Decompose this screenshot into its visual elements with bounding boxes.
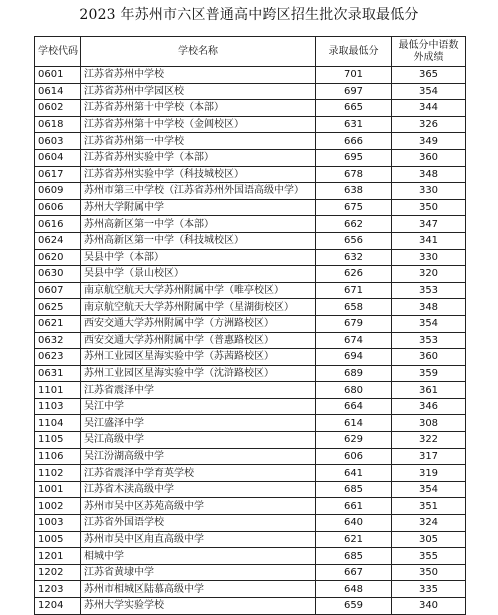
table-row: [35, 67, 466, 84]
school-code-cell: 0614: [35, 83, 81, 100]
school-name-cell: 吴江汾湖高级中学: [81, 448, 316, 465]
table-row: [35, 332, 466, 349]
min-score-cell: 664: [316, 398, 392, 415]
school-name-cell: 苏州市第三中学校（江苏省苏州外国语高级中学）: [81, 183, 316, 200]
school-code-cell: 0617: [35, 166, 81, 183]
school-name-cell: 江苏省苏州第十中学校（本部）: [81, 100, 316, 117]
school-code-cell: 0606: [35, 199, 81, 216]
min-score-cell: 665: [316, 100, 392, 117]
table-row: [35, 199, 466, 216]
school-name-cell: 吴县中学（景山校区）: [81, 266, 316, 283]
school-name-cell: 江苏省苏州中学园区校: [81, 83, 316, 100]
school-name-cell: 苏州工业园区星海实验中学（苏茜路校区）: [81, 349, 316, 366]
min-score-cell: 641: [316, 465, 392, 482]
table-row: [35, 415, 466, 432]
min-score-cell: 679: [316, 315, 392, 332]
other-score-cell: 350: [392, 199, 466, 216]
min-score-cell: 626: [316, 266, 392, 283]
school-name-cell: 吴江中学: [81, 398, 316, 415]
other-score-cell: 305: [392, 531, 466, 548]
school-code-cell: 1102: [35, 465, 81, 482]
school-name-cell: 吴县中学（本部）: [81, 249, 316, 266]
min-score-cell: 606: [316, 448, 392, 465]
table-row: [35, 448, 466, 465]
min-score-cell: 674: [316, 332, 392, 349]
school-name-cell: 西安交通大学苏州附属中学（方洲路校区）: [81, 315, 316, 332]
school-name-cell: 苏州大学附属中学: [81, 199, 316, 216]
other-score-cell: 349: [392, 133, 466, 150]
min-score-cell: 694: [316, 349, 392, 366]
min-score-cell: 671: [316, 282, 392, 299]
min-score-cell: 701: [316, 67, 392, 84]
school-code-cell: 0630: [35, 266, 81, 283]
school-code-cell: 0631: [35, 365, 81, 382]
school-code-cell: 1202: [35, 564, 81, 581]
min-score-cell: 659: [316, 598, 392, 615]
school-code-cell: 0632: [35, 332, 81, 349]
other-score-cell: 317: [392, 448, 466, 465]
table-row: [35, 282, 466, 299]
school-code-cell: 0620: [35, 249, 81, 266]
other-score-cell: 346: [392, 398, 466, 415]
header-other-min: 最低分中语数外成绩: [392, 37, 466, 67]
school-name-cell: 江苏省苏州第十中学校（金阊校区）: [81, 116, 316, 133]
table-row: [35, 299, 466, 316]
school-name-cell: 江苏省外国语学校: [81, 515, 316, 532]
other-score-cell: 324: [392, 515, 466, 532]
table-row: [35, 432, 466, 449]
header-min-score: 录取最低分: [316, 37, 392, 67]
school-name-cell: 吴江盛泽中学: [81, 415, 316, 432]
other-score-cell: 319: [392, 465, 466, 482]
school-name-cell: 苏州市吴中区甪直高级中学: [81, 531, 316, 548]
min-score-cell: 638: [316, 183, 392, 200]
school-name-cell: 江苏省木渎高级中学: [81, 481, 316, 498]
table-row: [35, 598, 466, 615]
school-code-cell: 0602: [35, 100, 81, 117]
min-score-cell: 662: [316, 216, 392, 233]
header-school-code: 学校代码: [35, 37, 81, 67]
table-row: [35, 365, 466, 382]
table-row: [35, 515, 466, 532]
school-name-cell: 江苏省苏州中学校: [81, 67, 316, 84]
school-name-cell: 苏州高新区第一中学（科技城校区）: [81, 232, 316, 249]
school-name-cell: 苏州市吴中区苏苑高级中学: [81, 498, 316, 515]
min-score-cell: 667: [316, 564, 392, 581]
min-score-cell: 661: [316, 498, 392, 515]
other-score-cell: 354: [392, 83, 466, 100]
min-score-cell: 632: [316, 249, 392, 266]
table-header-row: [35, 37, 466, 67]
table-row: [35, 216, 466, 233]
school-name-cell: 江苏省震泽中学: [81, 382, 316, 399]
school-name-cell: 苏州高新区第一中学（本部）: [81, 216, 316, 233]
school-code-cell: 0624: [35, 232, 81, 249]
min-score-cell: 614: [316, 415, 392, 432]
other-score-cell: 359: [392, 365, 466, 382]
min-score-cell: 680: [316, 382, 392, 399]
school-name-cell: 江苏省苏州实验中学（本部）: [81, 149, 316, 166]
table-row: [35, 481, 466, 498]
table-row: [35, 548, 466, 565]
table-row: [35, 232, 466, 249]
min-score-cell: 640: [316, 515, 392, 532]
min-score-cell: 697: [316, 83, 392, 100]
table-body: [35, 67, 466, 615]
other-score-cell: 308: [392, 415, 466, 432]
other-score-cell: 340: [392, 598, 466, 615]
school-code-cell: 0616: [35, 216, 81, 233]
other-score-cell: 350: [392, 564, 466, 581]
min-score-cell: 685: [316, 548, 392, 565]
table-row: [35, 183, 466, 200]
school-code-cell: 0601: [35, 67, 81, 84]
school-code-cell: 1003: [35, 515, 81, 532]
table-row: [35, 398, 466, 415]
school-code-cell: 1002: [35, 498, 81, 515]
other-score-cell: 348: [392, 166, 466, 183]
school-code-cell: 1203: [35, 581, 81, 598]
school-name-cell: 江苏省苏州第一中学校: [81, 133, 316, 150]
school-code-cell: 0604: [35, 149, 81, 166]
score-table: [34, 36, 466, 615]
min-score-cell: 685: [316, 481, 392, 498]
school-code-cell: 1103: [35, 398, 81, 415]
other-score-cell: 347: [392, 216, 466, 233]
school-code-cell: 1001: [35, 481, 81, 498]
table-row: [35, 266, 466, 283]
other-score-cell: 351: [392, 498, 466, 515]
school-code-cell: 0609: [35, 183, 81, 200]
min-score-cell: 631: [316, 116, 392, 133]
table-row: [35, 116, 466, 133]
other-score-cell: 348: [392, 299, 466, 316]
school-name-cell: 南京航空航天大学苏州附属中学（唯亭校区）: [81, 282, 316, 299]
school-code-cell: 1106: [35, 448, 81, 465]
school-code-cell: 1005: [35, 531, 81, 548]
min-score-cell: 656: [316, 232, 392, 249]
other-score-cell: 322: [392, 432, 466, 449]
document-title: 2023 年苏州市六区普通高中跨区招生批次录取最低分: [79, 7, 419, 23]
table-row: [35, 465, 466, 482]
table-row: [35, 382, 466, 399]
other-score-cell: 360: [392, 349, 466, 366]
other-score-cell: 353: [392, 332, 466, 349]
other-score-cell: 353: [392, 282, 466, 299]
school-name-cell: 苏州大学实验学校: [81, 598, 316, 615]
school-code-cell: 0618: [35, 116, 81, 133]
min-score-cell: 675: [316, 199, 392, 216]
other-score-cell: 330: [392, 183, 466, 200]
min-score-cell: 678: [316, 166, 392, 183]
school-name-cell: 江苏省黄埭中学: [81, 564, 316, 581]
school-code-cell: 0603: [35, 133, 81, 150]
min-score-cell: 629: [316, 432, 392, 449]
school-name-cell: 西安交通大学苏州附属中学（普惠路校区）: [81, 332, 316, 349]
header-school-name: 学校名称: [81, 37, 316, 67]
school-name-cell: 江苏省苏州实验中学（科技城校区）: [81, 166, 316, 183]
school-code-cell: 1104: [35, 415, 81, 432]
table-row: [35, 149, 466, 166]
other-score-cell: 354: [392, 315, 466, 332]
school-code-cell: 0623: [35, 349, 81, 366]
school-code-cell: 1105: [35, 432, 81, 449]
other-score-cell: 365: [392, 67, 466, 84]
table-row: [35, 498, 466, 515]
min-score-cell: 695: [316, 149, 392, 166]
min-score-cell: 658: [316, 299, 392, 316]
school-code-cell: 0625: [35, 299, 81, 316]
min-score-cell: 648: [316, 581, 392, 598]
school-code-cell: 1201: [35, 548, 81, 565]
table-row: [35, 249, 466, 266]
other-score-cell: 330: [392, 249, 466, 266]
other-score-cell: 355: [392, 548, 466, 565]
min-score-cell: 621: [316, 531, 392, 548]
table-row: [35, 581, 466, 598]
table-row: [35, 100, 466, 117]
other-score-cell: 335: [392, 581, 466, 598]
table-row: [35, 315, 466, 332]
school-code-cell: 0621: [35, 315, 81, 332]
table-row: [35, 166, 466, 183]
table-row: [35, 531, 466, 548]
other-score-cell: 360: [392, 149, 466, 166]
school-name-cell: 吴江高级中学: [81, 432, 316, 449]
school-name-cell: 苏州市相城区陆慕高级中学: [81, 581, 316, 598]
school-code-cell: 1204: [35, 598, 81, 615]
table-row: [35, 133, 466, 150]
other-score-cell: 341: [392, 232, 466, 249]
school-code-cell: 1101: [35, 382, 81, 399]
table-row: [35, 83, 466, 100]
other-score-cell: 344: [392, 100, 466, 117]
min-score-cell: 666: [316, 133, 392, 150]
table-row: [35, 564, 466, 581]
school-code-cell: 0607: [35, 282, 81, 299]
other-score-cell: 354: [392, 481, 466, 498]
min-score-cell: 689: [316, 365, 392, 382]
table-row: [35, 349, 466, 366]
school-name-cell: 苏州工业园区星海实验中学（沈浒路校区）: [81, 365, 316, 382]
other-score-cell: 320: [392, 266, 466, 283]
school-name-cell: 南京航空航天大学苏州附属中学（星湖街校区）: [81, 299, 316, 316]
school-name-cell: 相城中学: [81, 548, 316, 565]
other-score-cell: 326: [392, 116, 466, 133]
school-name-cell: 江苏省震泽中学育英学校: [81, 465, 316, 482]
other-score-cell: 361: [392, 382, 466, 399]
